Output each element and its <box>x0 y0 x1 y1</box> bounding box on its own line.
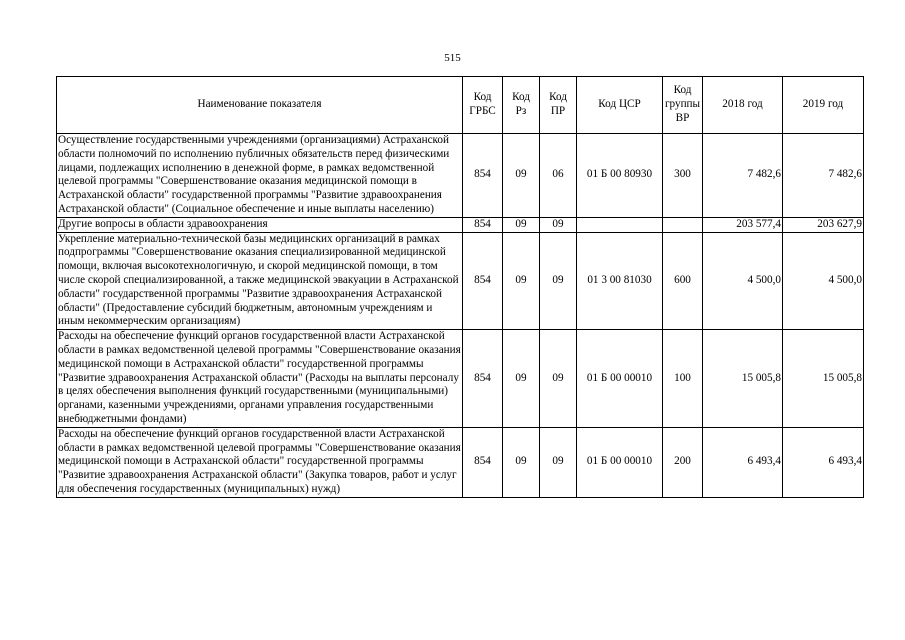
row-name: Расходы на обеспечение функций органов государственной власти Астраханской области в рамках ведомственной целевой программы "Совершенствование оказания медицинской помощи в Астраханской области" государственной программы "Развитие здравоохранения Астраханской области" (Расходы на выплаты персоналу в целях обеспечения выполнения функций государственными (муниципальными) органами, казенными учреждениями, органами управления государственными внебюджетными фондами) <box>57 330 463 428</box>
row-grbs: 854 <box>463 330 503 428</box>
header-2019: 2019 год <box>783 77 864 134</box>
header-row <box>57 77 864 134</box>
row-2019: 7 482,6 <box>783 134 864 218</box>
header-vr: Код группы ВР <box>663 77 703 134</box>
header-name: Наименование показателя <box>57 77 463 134</box>
row-2019: 15 005,8 <box>783 330 864 428</box>
row-pr: 09 <box>540 232 577 330</box>
table-row <box>57 232 864 330</box>
row-2018: 7 482,6 <box>703 134 783 218</box>
row-pr: 06 <box>540 134 577 218</box>
row-vr <box>663 217 703 232</box>
table-row <box>57 134 864 218</box>
row-pr: 09 <box>540 427 577 497</box>
row-vr: 600 <box>663 232 703 330</box>
row-grbs: 854 <box>463 217 503 232</box>
header-pr: Код ПР <box>540 77 577 134</box>
row-vr: 100 <box>663 330 703 428</box>
table-row <box>57 217 864 232</box>
row-pr: 09 <box>540 217 577 232</box>
row-2018: 203 577,4 <box>703 217 783 232</box>
header-rz: Код Рз <box>503 77 540 134</box>
row-vr: 300 <box>663 134 703 218</box>
row-grbs: 854 <box>463 427 503 497</box>
row-vr: 200 <box>663 427 703 497</box>
header-2018: 2018 год <box>703 77 783 134</box>
row-2018: 4 500,0 <box>703 232 783 330</box>
row-csr: 01 Б 00 00010 <box>577 427 663 497</box>
row-name: Укрепление материально-технической базы медицинских организаций в рамках подпрограммы "Совершенствование оказания специализированной медицинской помощи, включая высокотехнологичную, и скорой медицинской помощи, в том числе скорой специализированной, а также медицинской эвакуации в Астраханской области" государственной программы "Развитие здравоохранения Астраханской области" (Предоставление субсидий бюджетным, автономным учреждениям и иным некоммерческим организациям) <box>57 232 463 330</box>
budget-table <box>56 76 864 498</box>
table-row <box>57 427 864 497</box>
row-2019: 6 493,4 <box>783 427 864 497</box>
row-rz: 09 <box>503 330 540 428</box>
row-rz: 09 <box>503 427 540 497</box>
header-csr: Код ЦСР <box>577 77 663 134</box>
row-name: Осуществление государственными учреждениями (организациями) Астраханской области полномочий по исполнению публичных обязательств перед физическими лицами, подлежащих исполнению в денежной форме, в рамках ведомственной целевой программы "Совершенствование оказания медицинской помощи в Астраханской области" государственной программы "Развитие здравоохранения Астраханской области" (Социальное обеспечение и иные выплаты населению) <box>57 134 463 218</box>
table-row <box>57 330 864 428</box>
row-rz: 09 <box>503 134 540 218</box>
row-2019: 203 627,9 <box>783 217 864 232</box>
page-number: 515 <box>444 52 461 64</box>
row-csr: 01 Б 00 00010 <box>577 330 663 428</box>
row-csr <box>577 217 663 232</box>
row-name: Другие вопросы в области здравоохранения <box>57 217 463 232</box>
row-csr: 01 Б 00 80930 <box>577 134 663 218</box>
row-rz: 09 <box>503 217 540 232</box>
row-pr: 09 <box>540 330 577 428</box>
row-grbs: 854 <box>463 232 503 330</box>
row-2018: 6 493,4 <box>703 427 783 497</box>
row-2019: 4 500,0 <box>783 232 864 330</box>
row-2018: 15 005,8 <box>703 330 783 428</box>
header-grbs: Код ГРБС <box>463 77 503 134</box>
row-csr: 01 3 00 81030 <box>577 232 663 330</box>
row-rz: 09 <box>503 232 540 330</box>
row-name: Расходы на обеспечение функций органов государственной власти Астраханской области в рамках ведомственной целевой программы "Совершенствование оказания медицинской помощи в Астраханской области" государственной программы "Развитие здравоохранения Астраханской области" (Закупка товаров, работ и услуг для обеспечения государственных (муниципальных) нужд) <box>57 427 463 497</box>
row-grbs: 854 <box>463 134 503 218</box>
